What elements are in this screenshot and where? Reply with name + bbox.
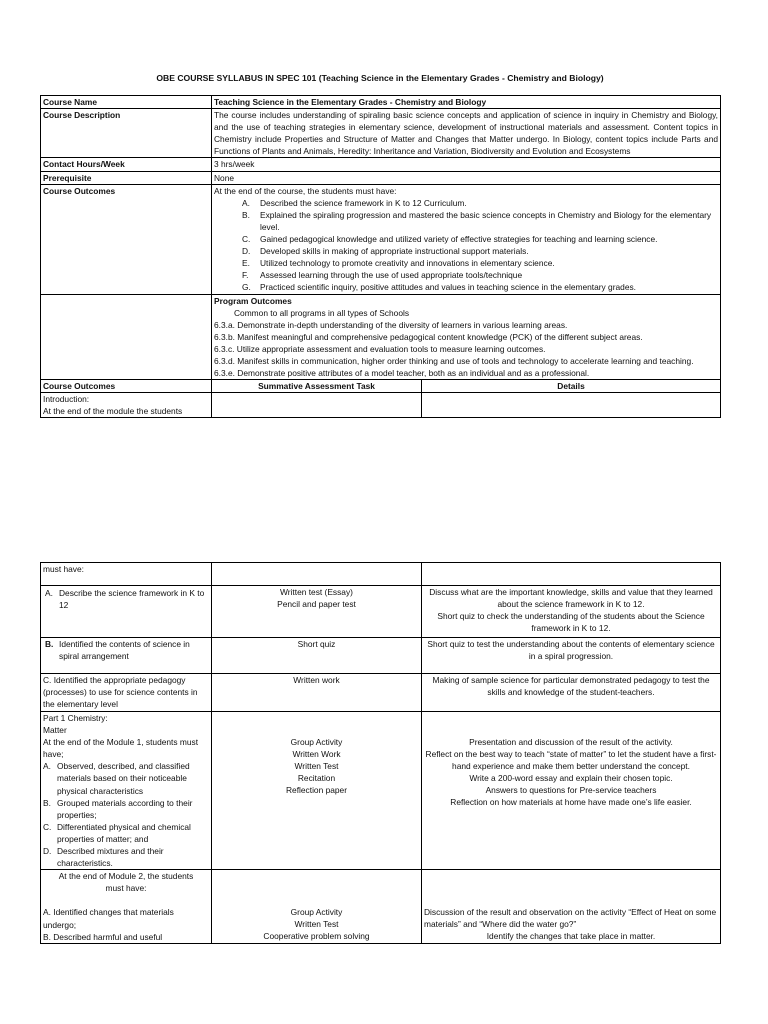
list-item: A. Identified changes that materials undergo;: [43, 907, 174, 930]
table-row: [41, 563, 721, 586]
list-item: 6.3.e. Demonstrate positive attributes of a model teacher, both as an individual and as a professional.: [214, 368, 590, 379]
header-course-outcomes: Course Outcomes: [41, 380, 212, 393]
course-name-value: Teaching Science in the Elementary Grades - Chemistry and Biology: [212, 96, 721, 109]
row3-col1: C. Identified the appropriate pedagogy (processes) to use for science contents in the elementary level: [41, 674, 212, 712]
assessment-item: Recitation: [297, 773, 336, 784]
prerequisite-label: Prerequisite: [41, 171, 212, 184]
header-summative: Summative Assessment Task: [212, 380, 422, 393]
table-row: [41, 712, 721, 870]
row0-col3: [422, 563, 721, 586]
row1-col2: [212, 586, 422, 638]
list-item: 6.3.a. Demonstrate in-depth understanding of the diversity of learners in various learning areas.: [214, 319, 568, 330]
detail-item: Write a 200-word essay and explain their chosen topic.: [469, 773, 673, 784]
assessment-item: Group Activity: [290, 737, 343, 747]
assessment-item: Group Activity: [290, 907, 343, 918]
course-description-value: The course includes understanding of spiraling basic science concepts and application of science in inquiry in Chemistry and Biology, and the use of teaching strategies in elementary science, development of instructional materials and assessment. Content topics in Chemistry include Properties and Structure of Matter and Changes that Matter undergo. In Biology, content topics include Parts and Functions of Plants and Animals, Heredity: Inheritance and Variation, Biodiversity and Evolution and Ecosystems: [212, 109, 721, 158]
introduction-text: At the end of the module the students: [43, 406, 183, 417]
row5-col1: [41, 870, 212, 943]
list-item: C. Differentiated physical and chemical properties of matter; and: [43, 821, 191, 844]
row2-col2: [212, 638, 422, 674]
detail-item: Identify the changes that take place in matter.: [486, 931, 656, 942]
row5-col2: [212, 870, 422, 943]
detail-item: Discussion of the result and observation on the activity “Effect of Heat on some materials” and “Where did the water go?”: [424, 907, 717, 930]
detail-item: Short quiz to check the understanding of the students about the Science framework in K to 12.: [437, 611, 705, 634]
course-outcomes-label: Course Outcomes: [41, 184, 212, 294]
introduction-label: Introduction:: [43, 394, 90, 405]
row-course-outcomes: [41, 184, 721, 294]
detail-item: Answers to questions for Pre-service teachers: [485, 785, 657, 796]
list-item: 6.3.d. Manifest skills in communication, higher order thinking and use of tools and technology to accelerate learning and teaching.: [214, 355, 694, 366]
row-introduction: [41, 393, 721, 418]
course-name-label: Course Name: [41, 96, 212, 109]
row1-col1: [41, 586, 212, 638]
part-subheading: Matter: [43, 725, 67, 736]
table-row: [41, 870, 721, 943]
row0-col2: [212, 563, 422, 586]
course-description-label: Course Description: [41, 109, 212, 158]
part-heading: Part 1 Chemistry:: [43, 713, 108, 723]
assessment-item: Pencil and paper test: [277, 599, 356, 610]
assessment-item: Reflection paper: [286, 785, 347, 796]
detail-item: Short quiz to test the understanding about the contents of elementary science in a spiral progression.: [427, 639, 715, 662]
row3-col3: [422, 674, 721, 712]
detail-item: Presentation and discussion of the result of the activity.: [469, 737, 673, 747]
row2-text: Identified the contents of science in spiral arrangement: [59, 639, 190, 662]
row3-col2: [212, 674, 422, 712]
list-item: 6.3.b. Manifest meaningful and comprehensive pedagogical content knowledge (PCK) of the different subject areas.: [214, 331, 643, 342]
row4-col2: [212, 712, 422, 870]
row0-col1: must have:: [41, 563, 212, 586]
list-item: G. Practiced scientific inquiry, positive attitudes and values in teaching science in the elementary grades.: [242, 282, 636, 293]
table-row: [41, 638, 721, 674]
course-outcomes-intro: At the end of the course, the students must have:: [214, 185, 397, 196]
row2-col1: [41, 638, 212, 674]
row-program-outcomes: [41, 294, 721, 380]
table-row: [41, 586, 721, 638]
list-letter: A.: [45, 588, 53, 598]
detail-item: Discuss what are the important knowledge, skills and value that they learned about the science framework in K to 12.: [429, 587, 713, 610]
header-details: Details: [422, 380, 721, 393]
list-item: E. Utilized technology to promote creativity and innovations in elementary science.: [242, 258, 555, 269]
table-row: [41, 674, 721, 712]
program-outcomes-heading: Program Outcomes: [214, 295, 292, 306]
program-outcomes-cell: [212, 294, 721, 380]
module-intro: At the end of Module 2, the students must have:: [58, 871, 194, 894]
row1-col3: [422, 586, 721, 638]
assessment-item: Short quiz: [297, 639, 336, 649]
detail-item: Making of sample science for particular demonstrated pedagogy to test the skills and knowledge of the student-teachers.: [432, 675, 710, 698]
list-item: B. Described harmful and useful: [43, 931, 163, 942]
introduction-cell: [41, 393, 212, 418]
list-item: D. Developed skills in making of appropriate instructional support materials.: [242, 246, 529, 257]
detail-item: Reflect on the best way to teach “state of matter” to let the student have a first-hand experience and make them better understand the concept.: [425, 749, 717, 772]
row-table-header: [41, 380, 721, 393]
list-item: F. Assessed learning through the use of used appropriate tools/technique: [242, 270, 523, 281]
module-intro: At the end of the Module 1, students must have;: [43, 737, 199, 760]
list-item: A. Described the science framework in K to 12 Curriculum.: [242, 197, 467, 208]
row-course-name: [41, 96, 721, 109]
assessment-item: Cooperative problem solving: [263, 931, 370, 942]
course-outcomes-list: [214, 197, 718, 294]
program-outcomes-empty: [41, 294, 212, 380]
course-outcomes-cell: [212, 184, 721, 294]
introduction-summative: [212, 393, 422, 418]
prerequisite-value: None: [212, 171, 721, 184]
row4-col1: [41, 712, 212, 870]
introduction-details: [422, 393, 721, 418]
syllabus-table-top: [40, 95, 721, 418]
syllabus-table-continued: [40, 562, 721, 944]
assessment-item: Written work: [293, 675, 340, 685]
contact-hours-value: 3 hrs/week: [212, 158, 721, 171]
list-item: 6.3.c. Utilize appropriate assessment and evaluation tools to measure learning outcomes.: [214, 343, 546, 354]
row4-col3: [422, 712, 721, 870]
assessment-item: Written test (Essay): [280, 587, 353, 597]
row-course-description: [41, 109, 721, 158]
assessment-item: Written Test: [294, 761, 339, 772]
list-item: A. Observed, described, and classified materials based on their noticeable physical characteristics: [43, 761, 190, 796]
row5-col3: [422, 870, 721, 943]
assessment-item: Written Work: [292, 749, 341, 760]
program-outcomes-sub: Common to all programs in all types of Schools: [234, 307, 410, 318]
contact-hours-label: Contact Hours/Week: [41, 158, 212, 171]
row1-text: Describe the science framework in K to 12: [59, 588, 205, 611]
assessment-item: Written Test: [294, 919, 339, 930]
row2-col3: [422, 638, 721, 674]
list-letter: B.: [45, 639, 54, 649]
list-item: B. Grouped materials according to their properties;: [43, 797, 193, 820]
detail-item: Reflection on how materials at home have made one’s life easier.: [450, 797, 692, 808]
list-item: C. Gained pedagogical knowledge and utilized variety of effective strategies for teaching and learning science.: [242, 234, 658, 245]
page-title: OBE COURSE SYLLABUS IN SPEC 101 (Teaching Science in the Elementary Grades - Chemistry and Biology): [156, 73, 604, 83]
list-item: D. Described mixtures and their characteristics.: [43, 846, 164, 869]
row-prerequisite: [41, 171, 721, 184]
list-item: B. Explained the spiraling progression and mastered the basic science concepts in Chemistry and Biology for the elementary level.: [242, 209, 712, 232]
row-contact-hours: [41, 158, 721, 171]
